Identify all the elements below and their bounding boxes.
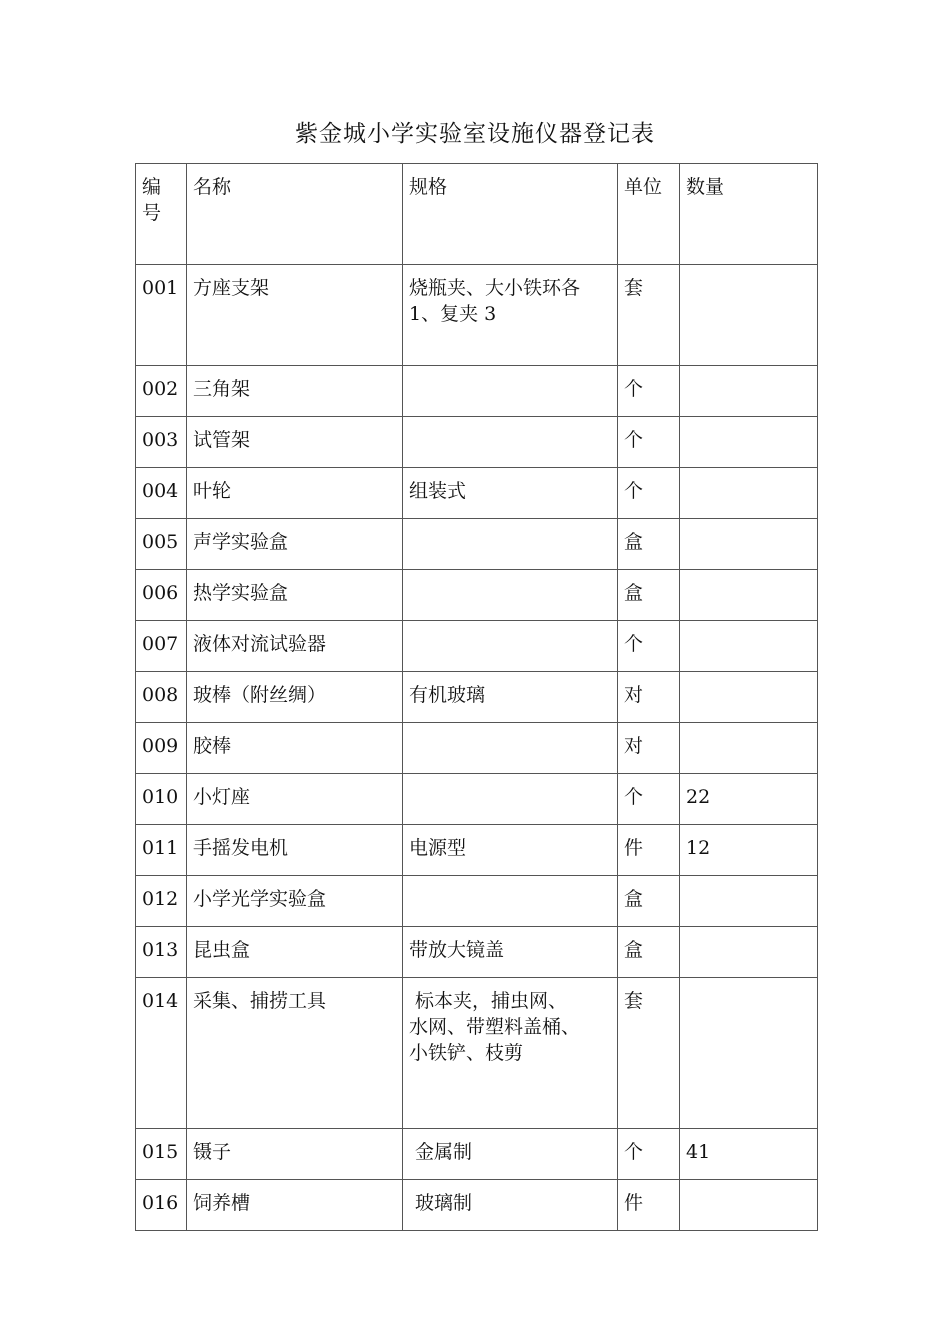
spec-line: 水网、带塑料盖桶、: [409, 1016, 581, 1038]
table-row: [136, 978, 818, 1129]
cell-quantity: [680, 468, 818, 519]
cell-quantity: [680, 876, 818, 927]
cell-unit: 个: [618, 417, 680, 468]
cell-name: 液体对流试验器: [187, 621, 403, 672]
cell-unit: 套: [618, 265, 680, 366]
cell-quantity: [680, 621, 818, 672]
cell-number: 009: [136, 723, 187, 774]
cell-number: 002: [136, 366, 187, 417]
cell-spec: [403, 570, 618, 621]
cell-name: 小学光学实验盒: [187, 876, 403, 927]
cell-quantity: 41: [680, 1129, 818, 1180]
cell-name: 三角架: [187, 366, 403, 417]
header-quantity: 数量: [680, 164, 818, 265]
cell-name: 昆虫盒: [187, 927, 403, 978]
cell-unit: 盒: [618, 519, 680, 570]
cell-unit: 对: [618, 672, 680, 723]
cell-quantity: [680, 978, 818, 1129]
cell-spec: [403, 621, 618, 672]
header-number: 编 号: [136, 164, 187, 265]
cell-spec: [403, 265, 618, 366]
header-spec: 规格: [403, 164, 618, 265]
spec-line: 玻璃制: [409, 1192, 473, 1214]
cell-name: 玻棒（附丝绸）: [187, 672, 403, 723]
cell-spec: [403, 927, 618, 978]
spec-line: 电源型: [409, 837, 467, 859]
header-name: 名称: [187, 164, 403, 265]
cell-spec: [403, 876, 618, 927]
cell-name: 叶轮: [187, 468, 403, 519]
cell-name: 采集、捕捞工具: [187, 978, 403, 1129]
cell-spec: [403, 519, 618, 570]
spec-line: 小铁铲、枝剪: [409, 1042, 524, 1064]
cell-number: 001: [136, 265, 187, 366]
table-row: [136, 723, 818, 774]
cell-number: 013: [136, 927, 187, 978]
cell-unit: 盒: [618, 570, 680, 621]
cell-number: 006: [136, 570, 187, 621]
table-row: [136, 825, 818, 876]
cell-name: 小灯座: [187, 774, 403, 825]
cell-unit: 盒: [618, 876, 680, 927]
cell-number: 005: [136, 519, 187, 570]
table-row: [136, 621, 818, 672]
page-title: 紫金城小学实验室设施仪器登记表: [295, 121, 655, 147]
cell-spec: [403, 672, 618, 723]
cell-number: 010: [136, 774, 187, 825]
cell-name: 胶棒: [187, 723, 403, 774]
cell-name: 手摇发电机: [187, 825, 403, 876]
header-unit: 单位: [618, 164, 680, 265]
table-row: [136, 774, 818, 825]
cell-quantity: [680, 417, 818, 468]
cell-name: 镊子: [187, 1129, 403, 1180]
spec-line: 组装式: [409, 480, 467, 502]
cell-spec: [403, 723, 618, 774]
cell-name: 方座支架: [187, 265, 403, 366]
cell-unit: 对: [618, 723, 680, 774]
cell-spec: [403, 468, 618, 519]
spec-line: 金属制: [409, 1141, 473, 1163]
cell-quantity: [680, 366, 818, 417]
cell-spec: [403, 825, 618, 876]
table-header-row: [136, 164, 818, 265]
cell-quantity: [680, 672, 818, 723]
table-row: [136, 876, 818, 927]
cell-unit: 个: [618, 1129, 680, 1180]
cell-quantity: [680, 723, 818, 774]
cell-name: 热学实验盒: [187, 570, 403, 621]
cell-quantity: 22: [680, 774, 818, 825]
cell-spec: [403, 417, 618, 468]
table-row: [136, 265, 818, 366]
table-row: [136, 366, 818, 417]
spec-line: 带放大镜盖: [409, 939, 505, 961]
cell-quantity: [680, 519, 818, 570]
table-row: [136, 468, 818, 519]
cell-quantity: [680, 1180, 818, 1231]
table-row: [136, 1180, 818, 1231]
equipment-register-table: [135, 163, 818, 1231]
cell-number: 007: [136, 621, 187, 672]
cell-spec: [403, 978, 618, 1129]
spec-line: 标本夹，捕虫网、: [409, 990, 568, 1012]
spec-line: 1、复夹 3: [409, 303, 497, 325]
cell-spec: [403, 1180, 618, 1231]
table-row: [136, 672, 818, 723]
table-row: [136, 519, 818, 570]
cell-unit: 件: [618, 825, 680, 876]
cell-unit: 盒: [618, 927, 680, 978]
cell-number: 004: [136, 468, 187, 519]
cell-spec: [403, 1129, 618, 1180]
cell-number: 015: [136, 1129, 187, 1180]
table-row: [136, 927, 818, 978]
cell-unit: 个: [618, 366, 680, 417]
spec-line: 有机玻璃: [409, 684, 486, 706]
cell-name: 试管架: [187, 417, 403, 468]
cell-unit: 套: [618, 978, 680, 1129]
cell-unit: 个: [618, 774, 680, 825]
cell-spec: [403, 774, 618, 825]
table-row: [136, 570, 818, 621]
cell-unit: 个: [618, 468, 680, 519]
cell-number: 008: [136, 672, 187, 723]
cell-quantity: [680, 927, 818, 978]
cell-number: 016: [136, 1180, 187, 1231]
table-row: [136, 417, 818, 468]
cell-number: 012: [136, 876, 187, 927]
cell-number: 014: [136, 978, 187, 1129]
cell-unit: 件: [618, 1180, 680, 1231]
cell-name: 饲养槽: [187, 1180, 403, 1231]
cell-number: 011: [136, 825, 187, 876]
spec-line: 烧瓶夹、大小铁环各: [409, 277, 581, 299]
cell-quantity: [680, 265, 818, 366]
cell-number: 003: [136, 417, 187, 468]
cell-spec: [403, 366, 618, 417]
cell-quantity: 12: [680, 825, 818, 876]
cell-name: 声学实验盒: [187, 519, 403, 570]
cell-unit: 个: [618, 621, 680, 672]
table-row: [136, 1129, 818, 1180]
cell-quantity: [680, 570, 818, 621]
